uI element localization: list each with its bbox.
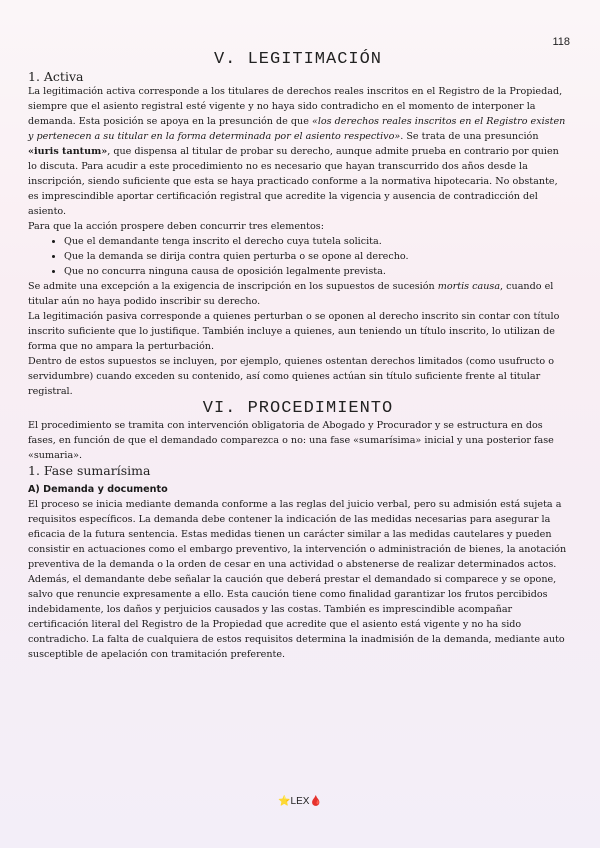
subsection-title-fase-sumarisima: 1. Fase sumarísima <box>28 463 151 478</box>
star-icon: ⭐ <box>278 796 291 807</box>
paragraph-supuestos: Dentro de estos supuestos se incluyen, por ejemplo, quienes ostentan derechos limitados (como usufructo o servidumbre) cuando exceden su contenido, así como quienes actúan sin título suficiente frente al titular registral. <box>28 356 554 397</box>
drop-icon: 🩸 <box>309 796 322 807</box>
paragraph-excepcion <box>28 279 568 309</box>
brand-text: LEX <box>290 796 310 807</box>
document-body <box>28 50 568 662</box>
text-run: , cuando el titular aún no haya podido inscribir su derecho. <box>28 281 554 307</box>
list-item: • Que no concurra ninguna causa de oposición legalmente prevista. <box>64 264 568 279</box>
section-title-procedimiento: VI. PROCEDIMIENTO <box>202 399 394 418</box>
term-iuris-tantum: «iuris tantum» <box>28 146 108 157</box>
footer-logo <box>0 796 600 807</box>
paragraph-elementos-intro: Para que la acción prospere deben concurrir tres elementos: <box>28 221 324 232</box>
paragraph-procedimiento: El procedimiento se tramita con intervención obligatoria de Abogado y Procurador y se estructura en dos fases, en función de que el demandado comparezca o no: una fase «sumarísima» inicial y una posterior fase «sumaria». <box>28 420 554 461</box>
paragraph-legitimacion-activa <box>28 84 568 219</box>
text-run: . Se trata de una presunción <box>400 131 539 142</box>
page-number: 118 <box>552 36 570 48</box>
elementos-list <box>28 234 568 279</box>
subsection-title-activa: 1. Activa <box>28 69 84 84</box>
term-mortis-causa: mortis causa <box>437 281 501 292</box>
paragraph-legitimacion-pasiva: La legitimación pasiva corresponde a quienes perturban o se oponen al derecho inscrito sin contar con título inscrito suficiente que lo justifique. También incluye a quienes, aun teniendo un título inscrito, lo utilizan de forma que no ampara la perturbación. <box>28 311 560 352</box>
section-title-legitimacion: V. LEGITIMACIÓN <box>213 50 383 69</box>
quote-presuncion: «los derechos reales inscritos en el Registro existen y pertenecen a su titular en la forma determinada por el asiento respectivo» <box>28 116 566 142</box>
list-item: • Que la demanda se dirija contra quien perturba o se opone al derecho. <box>64 249 568 264</box>
text-run: , que dispensa al titular de probar su derecho, aunque admite prueba en contrario por quien lo discuta. Para acudir a este procedimiento no es necesario que hayan transcurrido dos años desde la inscripción, siendo suficiente que esta se haya practicado conforme a la normativa hipotecaria. No obstante, es imprescindible aportar certificación registral que acredite la vigencia y ausencia de contradicción del asiento. <box>28 146 559 217</box>
text-run: La legitimación activa corresponde a los titulares de derechos reales inscritos en el Registro de la Propiedad, siempre que el asiento registral esté vigente y no haya sido contradicho en el momento de interponer la demanda. Esta posición se apoya en la presunción de que <box>28 86 563 127</box>
text-run: Se admite una excepción a la exigencia de inscripción en los supuestos de sucesión <box>28 281 438 292</box>
paragraph-demanda: El proceso se inicia mediante demanda conforme a las reglas del juicio verbal, pero su admisión está sujeta a requisitos específicos. La demanda debe contener la indicación de las medidas necesarias para asegurar la eficacia de la futura sentencia. Estas medidas tienen un carácter similar a las medidas cautelares y pueden consistir en actuaciones como el embargo preventivo, la intervención o administración de bienes, la anotación preventiva de la demanda o la orden de cesar en una actividad o abstenerse de realizar determinados actos. Además, el demandante debe señalar la caución que deberá prestar el demandado si comparece y se opone, salvo que renuncie expresamente a ello. Esta caución tiene como finalidad garantizar los frutos percibidos indebidamente, los daños y perjuicios causados y las costas. También es imprescindible acompañar certificación literal del Registro de la Propiedad que acredite que el asiento está vigente y no ha sido contradicho. La falta de cualquiera de estos requisitos determina la inadmisión de la demanda, mediante auto susceptible de apelación con tramitación preferente. <box>28 499 567 660</box>
subheading-demanda: A) Demanda y documento <box>28 484 168 495</box>
list-item: • Que el demandante tenga inscrito el derecho cuya tutela solicita. <box>64 234 568 249</box>
